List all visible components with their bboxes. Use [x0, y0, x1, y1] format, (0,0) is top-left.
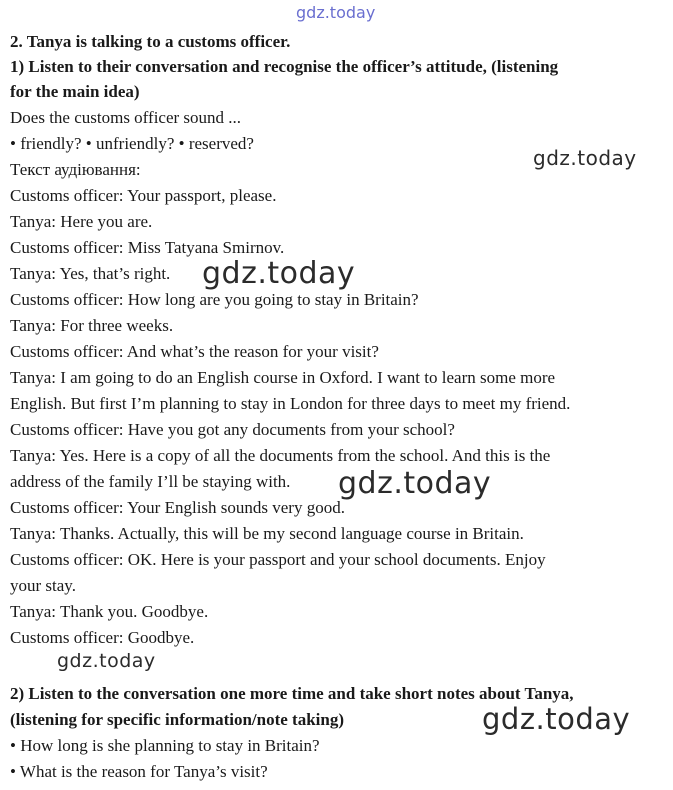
- watermark: gdz.today: [202, 256, 356, 291]
- transcript-label: Текст аудіювання:: [10, 160, 141, 179]
- dialogue-line: Customs officer: Have you got any documents from your school?: [10, 420, 455, 439]
- dialogue-line: Customs officer: OK. Here is your passport and your school documents. Enjoy: [10, 550, 546, 569]
- watermark: gdz.today: [482, 702, 631, 736]
- dialogue-line: Customs officer: How long are you going to stay in Britain?: [10, 290, 419, 309]
- dialogue-line: English. But first I’m planning to stay in London for three days to meet my friend.: [10, 394, 571, 413]
- task1-options: • friendly? • unfriendly? • reserved?: [10, 134, 254, 153]
- dialogue-line: Tanya: Here you are.: [10, 212, 153, 231]
- dialogue-line: your stay.: [10, 576, 76, 595]
- watermark: gdz.today: [338, 466, 492, 501]
- dialogue-line: Customs officer: Goodbye.: [10, 628, 195, 647]
- dialogue-line: Customs officer: Your passport, please.: [10, 186, 277, 205]
- dialogue-line: Customs officer: And what’s the reason for your visit?: [10, 342, 379, 361]
- task1-instruction-line1: 1) Listen to their conversation and recognise the officer’s attitude, (listening: [10, 57, 559, 76]
- dialogue-line: Customs officer: Your English sounds very good.: [10, 498, 345, 517]
- dialogue-line: Tanya: For three weeks.: [10, 316, 174, 335]
- dialogue-line: Tanya: Thanks. Actually, this will be my second language course in Britain.: [10, 524, 524, 543]
- watermark: gdz.today: [533, 146, 637, 170]
- dialogue-line: Tanya: I am going to do an English course in Oxford. I want to learn some more: [10, 368, 556, 387]
- dialogue-line: Customs officer: Miss Tatyana Smirnov.: [10, 238, 285, 257]
- watermark: gdz.today: [57, 650, 156, 672]
- dialogue-line: address of the family I’ll be staying with.: [10, 472, 291, 491]
- watermark-top: gdz.today: [296, 3, 376, 22]
- exercise-heading: 2. Tanya is talking to a customs officer.: [10, 32, 291, 51]
- dialogue-line: Tanya: Thank you. Goodbye.: [10, 602, 209, 621]
- task2-instruction-line1: 2) Listen to the conversation one more time and take short notes about Tanya,: [10, 684, 574, 703]
- dialogue-line: Tanya: Yes, that’s right.: [10, 264, 171, 283]
- dialogue-line: Tanya: Yes. Here is a copy of all the documents from the school. And this is the: [10, 446, 551, 465]
- task1-instruction-line2: for the main idea): [10, 82, 140, 101]
- task1-question: Does the customs officer sound ...: [10, 108, 242, 127]
- task2-instruction-line2: (listening for specific information/note taking): [10, 710, 344, 729]
- task2-question-1: • How long is she planning to stay in Britain?: [10, 736, 320, 755]
- task2-question-2: • What is the reason for Tanya’s visit?: [10, 762, 268, 781]
